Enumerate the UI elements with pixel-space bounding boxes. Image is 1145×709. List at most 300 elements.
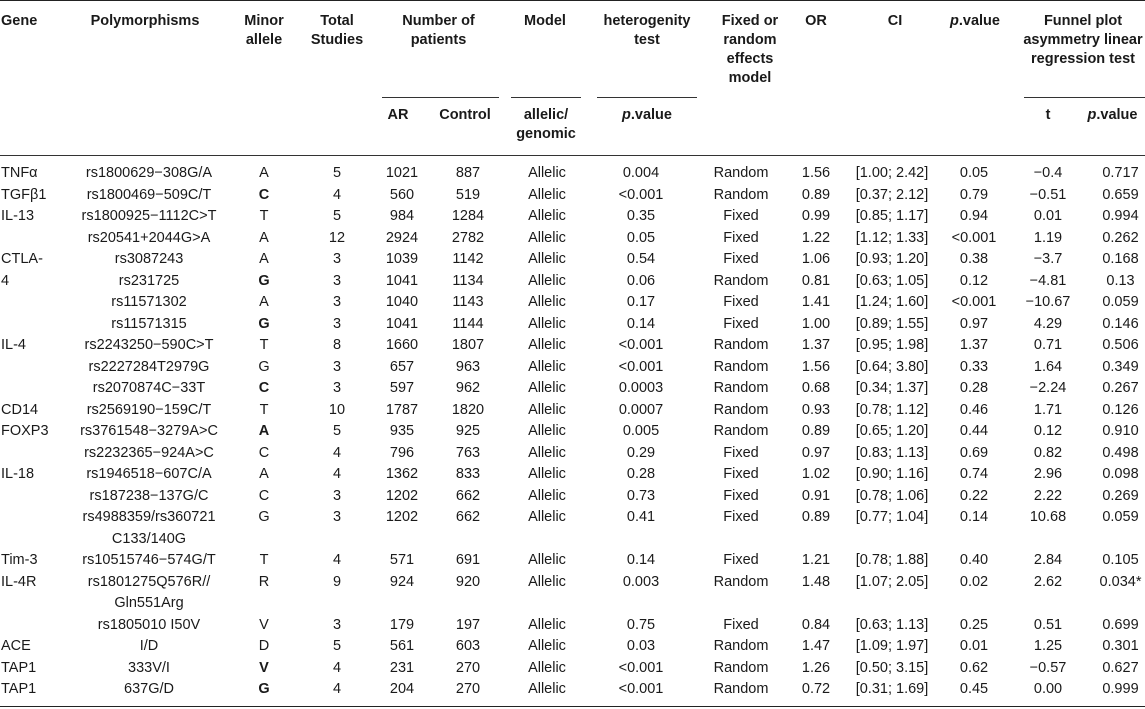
p-value-cell: 0.28 [959, 380, 989, 396]
header-or: OR [805, 13, 827, 29]
gene-cell [0, 507, 68, 550]
model-cell: Allelic [528, 552, 566, 568]
ci-cell: [0.37; 2.12] [855, 186, 929, 203]
table-row [0, 163, 1145, 185]
minor-allele-cell: R [258, 573, 270, 590]
ar-cell: 204 [389, 681, 415, 697]
control-cell: 691 [455, 552, 481, 568]
table-row [0, 314, 1145, 336]
heterogeneity-p-cell: 0.004 [622, 165, 660, 181]
funnel-p-cell: 0.034* [1099, 573, 1142, 590]
effects-model-cell: Random [713, 358, 769, 375]
model-cell: Allelic [528, 294, 566, 310]
ar-cell: 935 [389, 423, 415, 439]
t-cell: 0.00 [1033, 681, 1063, 697]
control-cell: 833 [455, 466, 481, 482]
control-cell: 1284 [451, 208, 485, 224]
header-funnel-p-value: p.value [1087, 107, 1138, 123]
heterogeneity-p-cell: 0.28 [626, 466, 656, 482]
total-studies-cell: 3 [332, 616, 342, 633]
header-funnel-plot: Funnel plot asymmetry linear regression test [1023, 13, 1143, 67]
model-cell: Allelic [528, 401, 566, 418]
or-cell: 0.81 [801, 272, 831, 289]
minor-allele-cell: T [259, 208, 269, 224]
p-value-cell: 1.37 [959, 337, 989, 353]
p-value-cell: 0.94 [959, 208, 989, 224]
t-cell: 0.82 [1033, 444, 1063, 461]
polymorphism-cell: rs20541+2044G>A [87, 229, 211, 246]
polymorphism-cell: rs11571315 [111, 315, 187, 332]
control-cell: 2782 [451, 229, 485, 246]
ar-cell: 1202 [385, 509, 419, 525]
control-cell: 763 [455, 444, 481, 461]
gene-cell: IL-4 [1, 337, 26, 353]
gene-cell: Tim-3 [1, 552, 38, 568]
ci-cell: [0.34; 1.37] [855, 380, 929, 396]
total-studies-cell: 4 [332, 186, 342, 203]
ci-cell: [0.83; 1.13] [855, 444, 929, 461]
ci-cell: [0.77; 1.04] [855, 509, 929, 525]
or-cell: 1.56 [801, 165, 831, 181]
p-value-cell: 0.05 [959, 165, 989, 181]
model-cell: Allelic [528, 509, 566, 525]
ar-cell: 796 [389, 444, 415, 461]
polymorphism-cell: rs2227284T2979G [88, 358, 210, 375]
funnel-p-cell: 0.349 [1102, 358, 1139, 375]
model-cell: Allelic [528, 487, 566, 504]
heterogeneity-p-cell: 0.17 [626, 294, 656, 310]
minor-allele-cell: A [259, 466, 269, 482]
effects-model-cell: Fixed [723, 251, 759, 267]
or-cell: 1.37 [801, 337, 831, 353]
t-cell: −4.81 [1029, 272, 1067, 289]
or-cell: 1.47 [801, 638, 831, 654]
control-cell: 925 [455, 423, 481, 439]
polymorphism-cell: rs1801275Q576R// Gln551Arg [87, 573, 211, 611]
ci-cell: [0.63; 1.13] [855, 616, 929, 633]
gene-cell: FOXP3 [1, 423, 49, 439]
total-studies-cell: 4 [332, 466, 342, 482]
model-cell: Allelic [528, 638, 566, 654]
funnel-p-cell: 0.168 [1102, 251, 1139, 267]
or-cell: 0.84 [801, 616, 831, 633]
gene-cell [0, 615, 68, 637]
minor-allele-cell: A [258, 423, 270, 439]
table-row [0, 228, 1145, 250]
ar-cell: 1021 [385, 165, 419, 181]
t-cell: 2.62 [1033, 573, 1063, 590]
or-cell: 1.06 [801, 251, 831, 267]
funnel-p-cell: 0.999 [1102, 681, 1139, 697]
t-cell: 1.19 [1033, 229, 1063, 246]
effects-model-cell: Random [713, 337, 769, 353]
ci-cell: [0.65; 1.20] [855, 423, 929, 439]
funnel-p-cell: 0.301 [1102, 638, 1139, 654]
header-t: t [1045, 107, 1051, 123]
gene-cell: IL-4R [1, 573, 37, 590]
header-number-of-patients: Number of patients [402, 13, 475, 48]
ci-cell: [0.63; 1.05] [855, 272, 929, 289]
minor-allele-cell: A [259, 165, 269, 181]
polymorphism-cell: rs2232365−924A>C [84, 444, 214, 461]
heterogeneity-p-cell: 0.14 [626, 315, 656, 332]
funnel-group-rule [1024, 97, 1145, 98]
total-studies-cell: 3 [332, 509, 342, 525]
funnel-p-cell: 0.498 [1102, 444, 1139, 461]
header-ci: CI [887, 13, 903, 29]
effects-model-cell: Random [713, 380, 769, 396]
effects-model-cell: Random [713, 165, 769, 181]
heterogeneity-p-cell: <0.001 [618, 337, 664, 353]
heterogeneity-p-cell: 0.06 [626, 272, 656, 289]
ci-cell: [0.31; 1.69] [855, 681, 929, 697]
heterogeneity-p-cell: 0.05 [626, 229, 656, 246]
funnel-p-cell: 0.659 [1102, 186, 1139, 203]
minor-allele-cell: G [258, 272, 270, 289]
total-studies-cell: 5 [332, 423, 342, 439]
heterogeneity-p-cell: 0.75 [626, 616, 656, 633]
or-cell: 0.97 [801, 444, 831, 461]
minor-allele-cell: V [259, 616, 269, 633]
total-studies-cell: 12 [328, 229, 346, 246]
polymorphism-cell: rs4988359/rs360721 C133/140G [82, 509, 216, 547]
p-value-cell: <0.001 [951, 229, 997, 246]
table-row [0, 572, 1145, 615]
table-bottom-rule [0, 706, 1145, 707]
control-cell: 270 [455, 681, 481, 697]
p-value-cell: 0.44 [959, 423, 989, 439]
heterogeneity-p-cell: 0.41 [626, 509, 656, 525]
heterogeneity-p-cell: 0.005 [622, 423, 660, 439]
header-bottom-rule [0, 155, 1145, 156]
polymorphism-cell: rs2243250−590C>T [84, 337, 214, 353]
table-row [0, 271, 1145, 293]
table-row [0, 464, 1145, 486]
minor-allele-cell: A [259, 294, 269, 310]
or-cell: 1.26 [801, 659, 831, 676]
funnel-p-cell: 0.717 [1102, 165, 1139, 181]
header-allelic-genomic: allelic/ genomic [516, 107, 576, 142]
ci-cell: [0.78; 1.88] [855, 552, 929, 568]
or-cell: 1.56 [801, 358, 831, 375]
ci-cell: [1.00; 2.42] [855, 165, 929, 181]
polymorphism-cell: rs187238−137G/C [89, 487, 209, 504]
effects-model-cell: Fixed [723, 466, 759, 482]
t-cell: 2.22 [1033, 487, 1063, 504]
or-cell: 0.89 [801, 186, 831, 203]
heterogeneity-p-cell: 0.003 [622, 573, 660, 590]
table-row [0, 550, 1145, 572]
minor-allele-cell: G [258, 509, 270, 525]
heterogeneity-p-cell: 0.54 [626, 251, 656, 267]
control-cell: 603 [455, 638, 481, 654]
funnel-p-cell: 0.105 [1102, 552, 1139, 568]
polymorphism-cell: rs2569190−159C/T [86, 401, 212, 418]
control-cell: 963 [455, 358, 481, 375]
gene-cell [0, 292, 68, 314]
funnel-p-cell: 0.994 [1102, 208, 1139, 224]
effects-model-cell: Fixed [723, 294, 759, 310]
funnel-p-cell: 0.098 [1102, 466, 1139, 482]
total-studies-cell: 4 [332, 444, 342, 461]
gene-cell: ACE [1, 638, 31, 654]
heterogeneity-p-cell: <0.001 [618, 681, 664, 697]
total-studies-cell: 10 [328, 401, 346, 418]
minor-allele-cell: A [259, 251, 269, 267]
effects-model-cell: Random [713, 681, 769, 697]
effects-model-cell: Random [713, 573, 769, 590]
polymorphism-cell: rs231725 [118, 272, 180, 289]
total-studies-cell: 8 [332, 337, 342, 353]
table-row [0, 185, 1145, 207]
t-cell: −0.4 [1033, 165, 1063, 181]
or-cell: 1.48 [801, 573, 831, 590]
effects-model-cell: Random [713, 638, 769, 654]
ci-cell: [0.78; 1.06] [855, 487, 929, 504]
polymorphism-cell: rs2070874C−33T [92, 380, 206, 396]
effects-model-cell: Fixed [723, 444, 759, 461]
table-row [0, 443, 1145, 465]
ci-cell: [0.78; 1.12] [855, 401, 929, 418]
t-cell: 0.71 [1033, 337, 1063, 353]
funnel-p-cell: 0.059 [1102, 509, 1139, 525]
model-cell: Allelic [528, 272, 566, 289]
ar-cell: 1040 [385, 294, 419, 310]
results-table [0, 163, 1145, 701]
control-cell: 920 [455, 573, 481, 590]
table-row [0, 615, 1145, 637]
total-studies-cell: 4 [332, 659, 342, 676]
header-minor-allele: Minor allele [244, 13, 284, 48]
header-total-studies: Total Studies [310, 13, 364, 48]
heterogeneity-p-cell: 0.03 [626, 638, 656, 654]
t-cell: −10.67 [1025, 294, 1071, 310]
effects-model-cell: Fixed [723, 208, 759, 224]
ci-cell: [0.50; 3.15] [855, 659, 929, 676]
effects-model-cell: Fixed [723, 315, 759, 332]
or-cell: 0.91 [801, 487, 831, 504]
minor-allele-cell: C [258, 487, 270, 504]
minor-allele-cell: G [258, 681, 270, 697]
p-value-cell: 0.97 [959, 315, 989, 332]
p-value-cell: 0.02 [959, 573, 989, 590]
p-value-cell: 0.69 [959, 444, 989, 461]
p-value-cell: 0.62 [959, 659, 989, 676]
or-cell: 0.89 [801, 423, 831, 439]
ar-cell: 561 [389, 638, 415, 654]
ar-cell: 179 [389, 616, 415, 633]
t-cell: −0.57 [1029, 659, 1067, 676]
gene-cell [0, 314, 68, 336]
ci-cell: [1.12; 1.33] [855, 229, 929, 246]
model-cell: Allelic [528, 444, 566, 461]
gene-cell [0, 357, 68, 379]
gene-cell: CD14 [1, 401, 39, 418]
polymorphism-cell: rs1805010 I50V [97, 616, 201, 633]
gene-cell: IL-18 [1, 466, 35, 482]
effects-model-cell: Random [713, 659, 769, 676]
ar-cell: 1787 [385, 401, 419, 418]
ar-cell: 2924 [385, 229, 419, 246]
effects-model-cell: Random [713, 401, 769, 418]
total-studies-cell: 4 [332, 681, 342, 697]
or-cell: 0.89 [801, 509, 831, 525]
control-cell: 662 [455, 509, 481, 525]
or-cell: 1.21 [801, 552, 831, 568]
model-cell: Allelic [528, 251, 566, 267]
total-studies-cell: 3 [332, 487, 342, 504]
heterogeneity-p-cell: <0.001 [618, 186, 664, 203]
header-het-p-value: p.value [622, 107, 672, 123]
ci-cell: [0.64; 3.80] [855, 358, 929, 375]
gene-cell: 4 [1, 272, 10, 289]
model-cell: Allelic [528, 337, 566, 353]
model-cell: Allelic [528, 681, 566, 697]
minor-allele-cell: C [258, 380, 270, 396]
control-cell: 662 [455, 487, 481, 504]
minor-allele-cell: T [259, 552, 269, 568]
header-p-value: p.value [950, 13, 1000, 29]
funnel-p-cell: 0.262 [1102, 229, 1139, 246]
minor-allele-cell: D [258, 638, 270, 654]
effects-model-cell: Fixed [723, 509, 759, 525]
or-cell: 1.41 [801, 294, 831, 310]
header-model: Model [524, 13, 566, 29]
control-cell: 962 [455, 380, 481, 396]
p-value-cell: <0.001 [951, 294, 997, 310]
effects-model-cell: Fixed [723, 552, 759, 568]
ci-cell: [0.93; 1.20] [855, 251, 929, 267]
ar-cell: 657 [389, 358, 415, 375]
gene-cell [0, 486, 68, 508]
table-row [0, 378, 1145, 400]
ar-cell: 1041 [385, 272, 419, 289]
total-studies-cell: 3 [332, 251, 342, 267]
gene-cell: TAP1 [1, 681, 37, 697]
table-row [0, 249, 1145, 271]
ar-cell: 984 [389, 208, 415, 224]
or-cell: 0.72 [801, 681, 831, 697]
effects-model-cell: Random [713, 272, 769, 289]
funnel-p-cell: 0.126 [1102, 401, 1139, 418]
model-cell: Allelic [528, 229, 566, 246]
minor-allele-cell: C [258, 444, 270, 461]
polymorphism-cell: 637G/D [124, 681, 174, 697]
minor-allele-cell: T [259, 401, 269, 418]
control-cell: 1142 [452, 251, 484, 267]
patients-group-rule [382, 97, 499, 98]
ci-cell: [0.95; 1.98] [855, 337, 929, 353]
t-cell: 4.29 [1033, 315, 1063, 332]
ar-cell: 560 [389, 186, 415, 203]
polymorphism-cell: rs1946518−607C/A [86, 466, 212, 482]
ar-cell: 924 [389, 573, 415, 590]
ar-cell: 1362 [385, 466, 419, 482]
or-cell: 0.99 [801, 208, 831, 224]
total-studies-cell: 5 [332, 165, 342, 181]
p-value-cell: 0.38 [959, 251, 989, 267]
t-cell: 0.12 [1033, 423, 1063, 439]
gene-cell [0, 378, 68, 400]
t-cell: 2.96 [1033, 466, 1063, 482]
control-cell: 197 [455, 616, 481, 633]
gene-cell: CTLA- [1, 251, 43, 267]
t-cell: −2.24 [1029, 380, 1067, 396]
table-row [0, 507, 1145, 550]
effects-model-cell: Random [713, 423, 769, 439]
ar-cell: 231 [389, 659, 415, 676]
model-cell: Allelic [528, 380, 566, 396]
p-value-cell: 0.22 [959, 487, 989, 504]
polymorphism-cell: rs1800469−509C/T [86, 186, 212, 203]
t-cell: 10.68 [1029, 509, 1067, 525]
total-studies-cell: 9 [332, 573, 342, 590]
effects-model-cell: Random [713, 186, 769, 203]
gene-cell [0, 443, 68, 465]
ci-cell: [0.90; 1.16] [855, 466, 929, 482]
funnel-p-cell: 0.627 [1102, 659, 1139, 676]
or-cell: 1.02 [801, 466, 831, 482]
table-row [0, 335, 1145, 357]
or-cell: 1.22 [801, 229, 831, 246]
minor-allele-cell: A [259, 229, 269, 246]
heterogeneity-p-cell: <0.001 [618, 659, 664, 676]
ci-cell: [1.24; 1.60] [855, 294, 929, 310]
funnel-p-cell: 0.146 [1102, 315, 1139, 332]
funnel-p-cell: 0.910 [1102, 423, 1139, 439]
control-cell: 1134 [452, 272, 484, 289]
model-cell: Allelic [528, 659, 566, 676]
heterogeneity-p-cell: 0.29 [626, 444, 656, 461]
funnel-p-cell: 0.269 [1102, 487, 1139, 504]
p-value-cell: 0.74 [959, 466, 989, 482]
minor-allele-cell: V [259, 659, 269, 676]
p-value-cell: 0.01 [959, 638, 989, 654]
total-studies-cell: 3 [332, 380, 342, 396]
control-cell: 270 [455, 659, 481, 676]
or-cell: 0.68 [801, 380, 831, 396]
p-value-cell: 0.40 [959, 552, 989, 568]
polymorphism-cell: rs3087243 [114, 251, 184, 267]
total-studies-cell: 3 [332, 272, 342, 289]
p-value-cell: 0.33 [959, 358, 989, 375]
t-cell: −3.7 [1033, 251, 1063, 267]
header-polymorphisms: Polymorphisms [90, 13, 200, 29]
table-row [0, 658, 1145, 680]
polymorphism-cell: I/D [139, 638, 159, 654]
control-cell: 1820 [451, 401, 485, 418]
table-row [0, 206, 1145, 228]
or-cell: 0.93 [801, 401, 831, 418]
effects-model-cell: Fixed [723, 616, 759, 633]
total-studies-cell: 3 [332, 315, 342, 332]
control-cell: 1144 [452, 315, 484, 332]
polymorphism-cell: rs11571302 [111, 294, 187, 310]
effects-model-cell: Fixed [723, 487, 759, 504]
table-row [0, 421, 1145, 443]
gene-cell: TGFβ1 [1, 186, 47, 203]
heterogeneity-p-cell: 0.0003 [618, 380, 664, 396]
header-heterogeneity-test: heterogenity test [603, 13, 691, 48]
heterogeneity-p-cell: <0.001 [618, 358, 664, 375]
gene-cell: TNFα [1, 165, 38, 181]
polymorphism-cell: rs1800925−1112C>T [81, 208, 217, 224]
minor-allele-cell: C [258, 186, 270, 203]
funnel-p-cell: 0.059 [1102, 294, 1139, 310]
gene-cell [0, 228, 68, 250]
p-value-cell: 0.12 [959, 272, 989, 289]
polymorphism-cell: rs1800629−308G/A [85, 165, 213, 181]
